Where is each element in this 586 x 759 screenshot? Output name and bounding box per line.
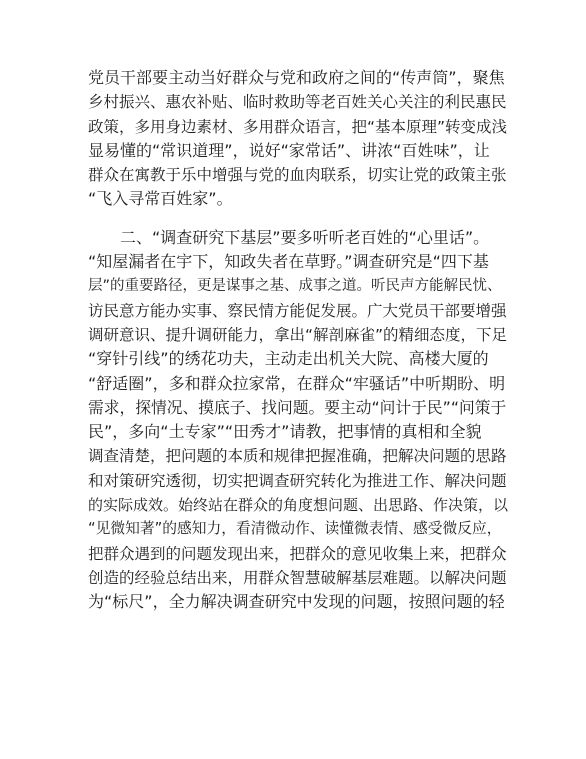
text-line: “见微知著”的感知力，看清微动作、读懂微表情、感受微反应， (88, 520, 502, 538)
text-line: “穿针引线”的绣花功夫，主动走出机关大院、高楼大厦的 (88, 349, 489, 369)
text-line: 层”的重要路径，更是谋事之基、成事之道。听民声方能解民忧、 (88, 278, 502, 295)
text-line: 政策，多用身边素材、多用群众语言，把“基本原理”转变成浅 (88, 117, 508, 136)
text-line: 需求，探情况、摸底子、找问题。要主动“问计于民”“问策于 (88, 397, 507, 417)
text-line: 群众在寓教于乐中增强与党的血肉联系，切实让党的政策主张 (88, 166, 507, 185)
text-line: 和对策研究透彻，切实把调查研究转化为推进工作、解决问题 (88, 471, 507, 490)
text-line: “舒适圈”，多和群众拉家常，在群众“牢骚话”中听期盼、明 (88, 373, 506, 393)
text-line: 访民意方能办实事、察民情方能促发展。广大党员干部要增强 (88, 301, 507, 320)
text-line: 调研意识、提升调研能力，拿出“解剖麻雀”的精细态度，下足 (88, 325, 508, 344)
text-line: 民”，多向“土专家”“田秀才”请教，把事情的真相和全貌 (88, 422, 482, 442)
text-line: 乡村振兴、惠农补贴、临时救助等老百姓关心关注的利民惠民 (88, 93, 507, 112)
text-line: 把群众遇到的问题发现出来，把群众的意见收集上来，把群众 (88, 544, 507, 563)
text-line: 为“标尺”，全力解决调查研究中发现的问题，按照问题的轻 (88, 592, 505, 612)
text-line: 的实际成效。始终站在群众的角度想问题、出思路、作决策，以 (88, 496, 509, 515)
section-heading: 二、“调查研究下基层”要多听听老百姓的“心里话”。 (120, 227, 490, 247)
text-line: “知屋漏者在宇下，知政失者在草野。”调查研究是“四下基 (88, 252, 489, 272)
text-line: 创造的经验总结出来，用群众智慧破解基层难题。以解决问题 (88, 568, 507, 587)
body-text (88, 66, 508, 615)
text-line: 党员干部要主动当好群众与党和政府之间的“传声筒”，聚焦 (88, 68, 505, 87)
paragraph-gap (88, 212, 508, 226)
text-line: “飞入寻常百姓家”。 (88, 189, 233, 209)
text-line: 调查清楚，把问题的本质和规律把握准确，把解决问题的思路 (88, 447, 507, 466)
text-line: 显易懂的“常识道理”，说好“家常话”、讲浓“百姓味”，让 (88, 140, 490, 160)
